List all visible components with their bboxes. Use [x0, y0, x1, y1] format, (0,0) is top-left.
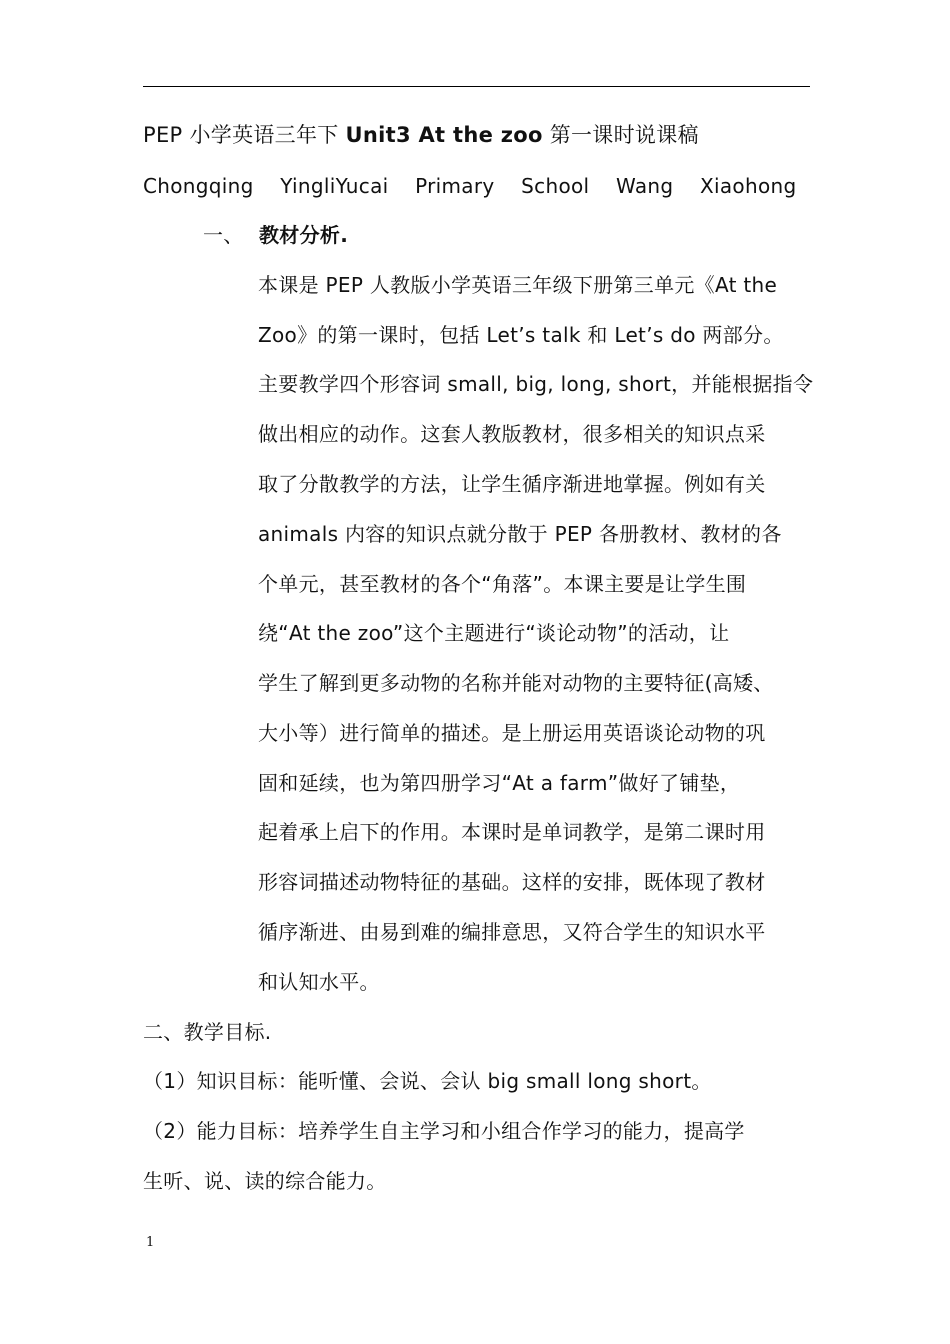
paragraph-line: 和认知水平。 — [258, 970, 380, 994]
section1-heading — [203, 221, 348, 249]
paragraph-line: animals 内容的知识点就分散于 PEP 各册教材、教材的各 — [258, 522, 782, 546]
paragraph-line: 本课是 PEP 人教版小学英语三年级下册第三单元《At the — [258, 273, 778, 297]
paragraph-line: 大小等）进行简单的描述。是上册运用英语谈论动物的巩 — [258, 721, 766, 745]
paragraph-line: 取了分散教学的方法，让学生循序渐进地掌握。例如有关 — [258, 472, 766, 496]
paragraph-line: 主要教学四个形容词 small, big, long, short，并能根据指令 — [258, 372, 814, 396]
paragraph-line: 形容词描述动物特征的基础。这样的安排，既体现了教材 — [258, 870, 766, 894]
section2-heading: 二、教学目标. — [143, 1020, 272, 1044]
page-number: 1 — [146, 1235, 155, 1250]
objective-ability-line2: 生听、说、读的综合能力。 — [143, 1169, 387, 1193]
title-suffix: 第一课时说课稿 — [542, 123, 699, 147]
objective-ability-line1: （2）能力目标：培养学生自主学习和小组合作学习的能力，提高学 — [143, 1119, 745, 1143]
title-unit: Unit3 At the zoo — [345, 123, 543, 147]
objective-knowledge: （1）知识目标：能听懂、会说、会认 big small long short。 — [143, 1069, 712, 1093]
paragraph-line: 循序渐进、由易到难的编排意思，又符合学生的知识水平 — [258, 920, 766, 944]
section1-number: 一、 — [203, 223, 244, 247]
paragraph-line: 做出相应的动作。这套人教版教材，很多相关的知识点采 — [258, 422, 766, 446]
paragraph-line: 个单元，甚至教材的各个“角落”。本课主要是让学生围 — [258, 572, 747, 596]
paragraph-line: Zoo》的第一课时，包括 Let’s talk 和 Let’s do 两部分。 — [258, 323, 784, 347]
header-rule — [143, 86, 810, 87]
section1-title: 教材分析. — [259, 223, 349, 247]
title-prefix: PEP 小学英语三年下 — [143, 123, 346, 147]
paragraph-line: 绕“At the zoo”这个主题进行“谈论动物”的活动，让 — [258, 621, 730, 645]
paragraph-line: 固和延续，也为第四册学习“At a farm”做好了铺垫， — [258, 771, 741, 795]
paragraph-line: 起着承上启下的作用。本课时是单词教学，是第二课时用 — [258, 820, 766, 844]
document-title — [143, 121, 699, 149]
paragraph-line: 学生了解到更多动物的名称并能对动物的主要特征(高矮、 — [258, 671, 774, 695]
author-line: Chongqing YingliYucai Primary School Wang Xiaohong — [143, 174, 797, 198]
